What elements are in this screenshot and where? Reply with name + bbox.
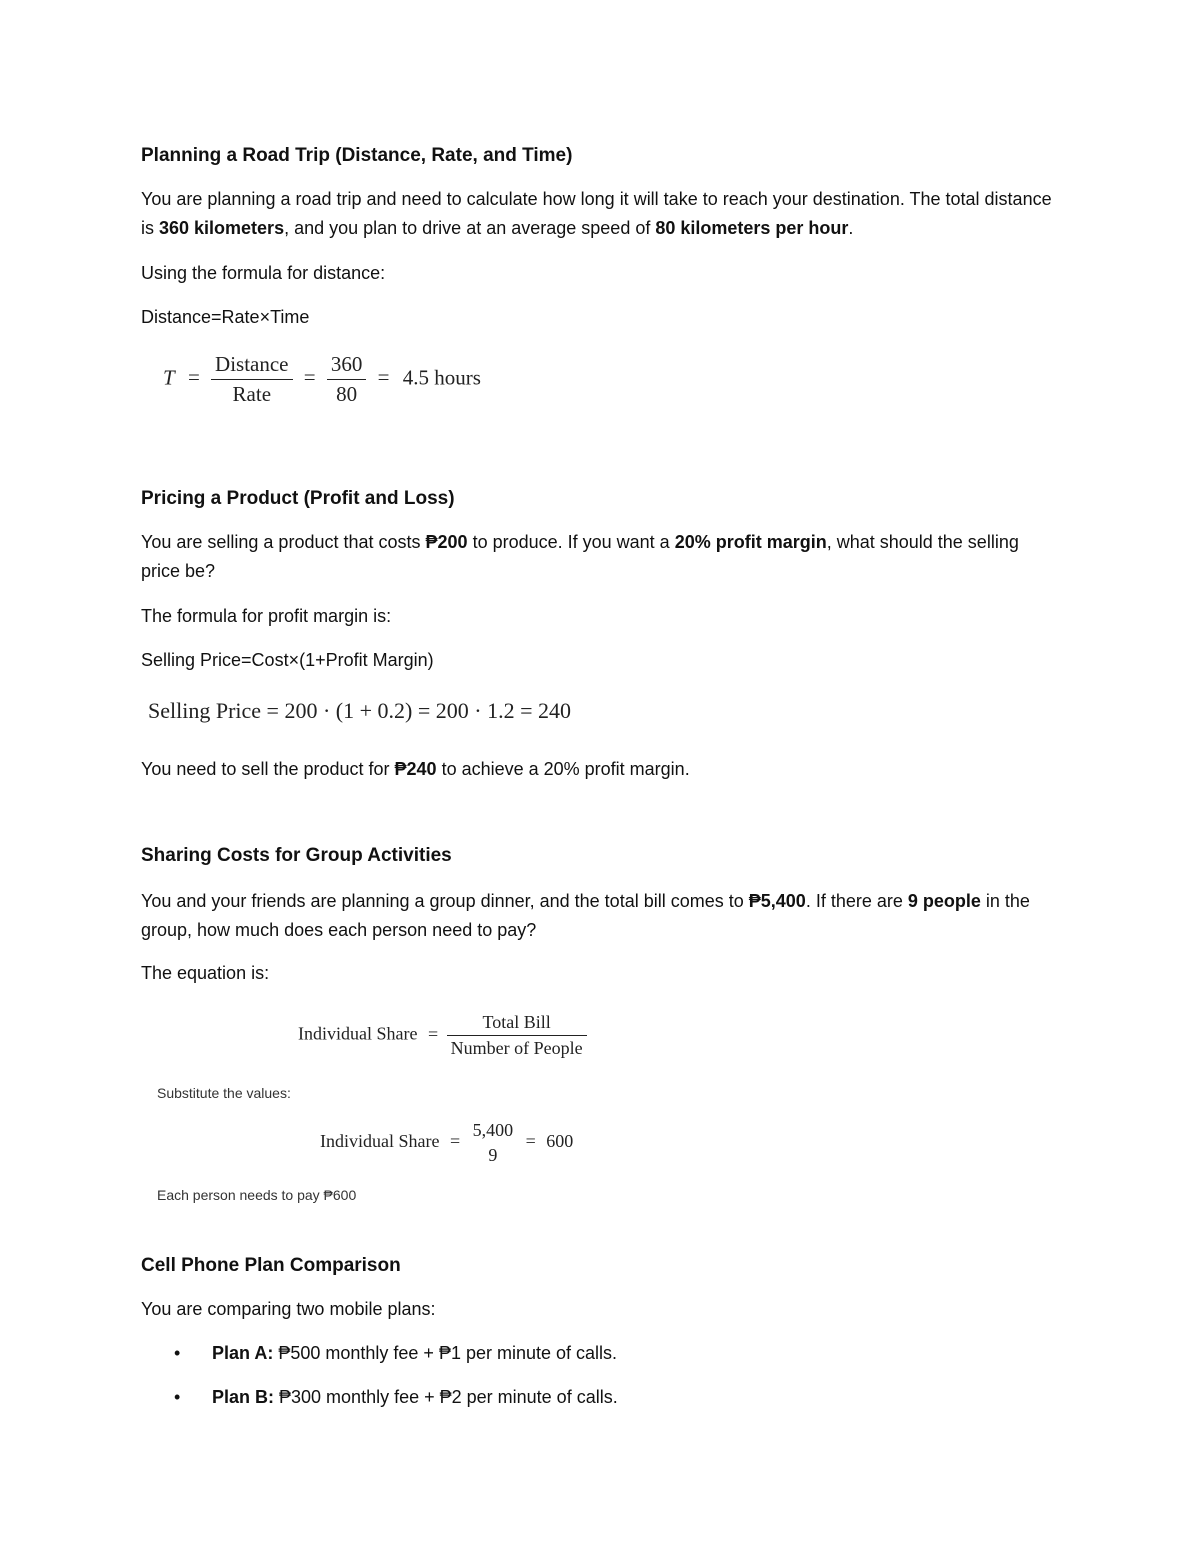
sharing-equation-general — [298, 1012, 585, 1059]
text-span: You need to sell the product for — [141, 759, 395, 779]
text-span: You are selling a product that costs — [141, 532, 426, 552]
heading-road-trip: Planning a Road Trip (Distance, Rate, and Time) — [141, 145, 573, 166]
text-span: to achieve a 20% profit margin. — [436, 759, 690, 779]
plans-list — [141, 1339, 618, 1427]
fraction-denominator: Rate — [211, 379, 292, 407]
eq-sign: = — [187, 365, 200, 390]
plan-label: Plan A: — [212, 1343, 274, 1363]
plan-text: ₱300 monthly fee + ₱2 per minute of calls. — [274, 1387, 618, 1407]
sharing-equation-intro: The equation is: — [141, 963, 270, 983]
sharing-paragraph — [141, 887, 1061, 944]
fraction-denominator: 80 — [327, 379, 367, 407]
eq-variable: T — [163, 365, 175, 390]
text-span: in the group, how much does each person need to pay? — [141, 891, 1030, 940]
eq-lhs: Individual Share — [298, 1023, 418, 1044]
text-span: . If there are — [805, 891, 908, 911]
fraction-values — [329, 352, 365, 407]
text-span: You and your friends are planning a group dinner, and the total bill comes to — [141, 891, 749, 911]
fraction-denominator: Number of People — [447, 1035, 587, 1059]
phone-intro: You are comparing two mobile plans: — [141, 1299, 436, 1319]
bold-speed: 80 kilometers per hour — [655, 217, 849, 238]
eq-sign: = — [377, 365, 390, 390]
bold-price: ₱240 — [394, 759, 437, 779]
text-span: to produce. If you want a — [467, 532, 675, 552]
bullet-icon: • — [174, 1387, 181, 1407]
eq-sign: = — [303, 365, 316, 390]
pricing-formula-intro: The formula for profit margin is: — [141, 606, 392, 626]
text-span: , and you plan to drive at an average speed of — [284, 217, 656, 238]
plan-text: ₱500 monthly fee + ₱1 per minute of calls. — [273, 1343, 618, 1363]
text-span: , what should the selling price be? — [141, 532, 1019, 581]
eq-result: 600 — [546, 1131, 574, 1152]
text-span: You are planning a road trip and need to calculate how long it will take to reach your destination. The total distance is — [141, 189, 1052, 238]
road-trip-formula-intro: Using the formula for distance: — [141, 263, 386, 283]
plan-label: Plan B: — [212, 1387, 275, 1407]
fraction-distance-rate — [213, 352, 290, 407]
pricing-paragraph — [141, 528, 1061, 585]
pricing-formula-text: Selling Price=Cost×(1+Profit Margin) — [141, 650, 434, 670]
sharing-equation-values — [320, 1120, 573, 1166]
pricing-equation: Selling Price = 200 · (1 + 0.2) = 200 · 1.2 = 240 — [148, 698, 571, 723]
bold-people: 9 people — [907, 891, 981, 911]
bold-bill: ₱5,400 — [748, 891, 806, 911]
road-trip-formula-text: Distance=Rate×Time — [141, 307, 310, 327]
eq-lhs: Individual Share — [320, 1131, 440, 1152]
eq-result: 4.5 hours — [402, 365, 481, 390]
eq-sign: = — [525, 1131, 536, 1152]
fraction-numerator: 360 — [330, 352, 363, 376]
heading-sharing: Sharing Costs for Group Activities — [141, 845, 452, 866]
substitute-label: Substitute the values: — [157, 1085, 291, 1101]
bold-margin: 20% profit margin — [674, 532, 827, 552]
list-item — [141, 1383, 618, 1427]
bold-cost: ₱200 — [425, 532, 468, 552]
fraction-numerator: Total Bill — [482, 1012, 551, 1032]
fraction-denominator: 9 — [488, 1145, 498, 1165]
list-item — [141, 1339, 618, 1383]
sharing-conclusion: Each person needs to pay ₱600 — [157, 1187, 357, 1203]
fraction-bill-people — [449, 1012, 585, 1059]
heading-pricing: Pricing a Product (Profit and Loss) — [141, 488, 455, 509]
heading-phone-plans: Cell Phone Plan Comparison — [141, 1255, 401, 1276]
pricing-conclusion — [141, 755, 1061, 784]
bold-distance: 360 kilometers — [159, 217, 285, 238]
road-trip-equation — [163, 352, 481, 407]
bullet-icon: • — [174, 1343, 181, 1363]
text-span: . — [848, 217, 854, 238]
fraction-numerator: Distance — [215, 352, 289, 376]
eq-sign: = — [449, 1131, 461, 1152]
fraction-numerator: 5,400 — [472, 1120, 514, 1140]
road-trip-paragraph — [141, 185, 1061, 242]
eq-sign: = — [427, 1023, 439, 1044]
fraction-values — [471, 1120, 516, 1166]
